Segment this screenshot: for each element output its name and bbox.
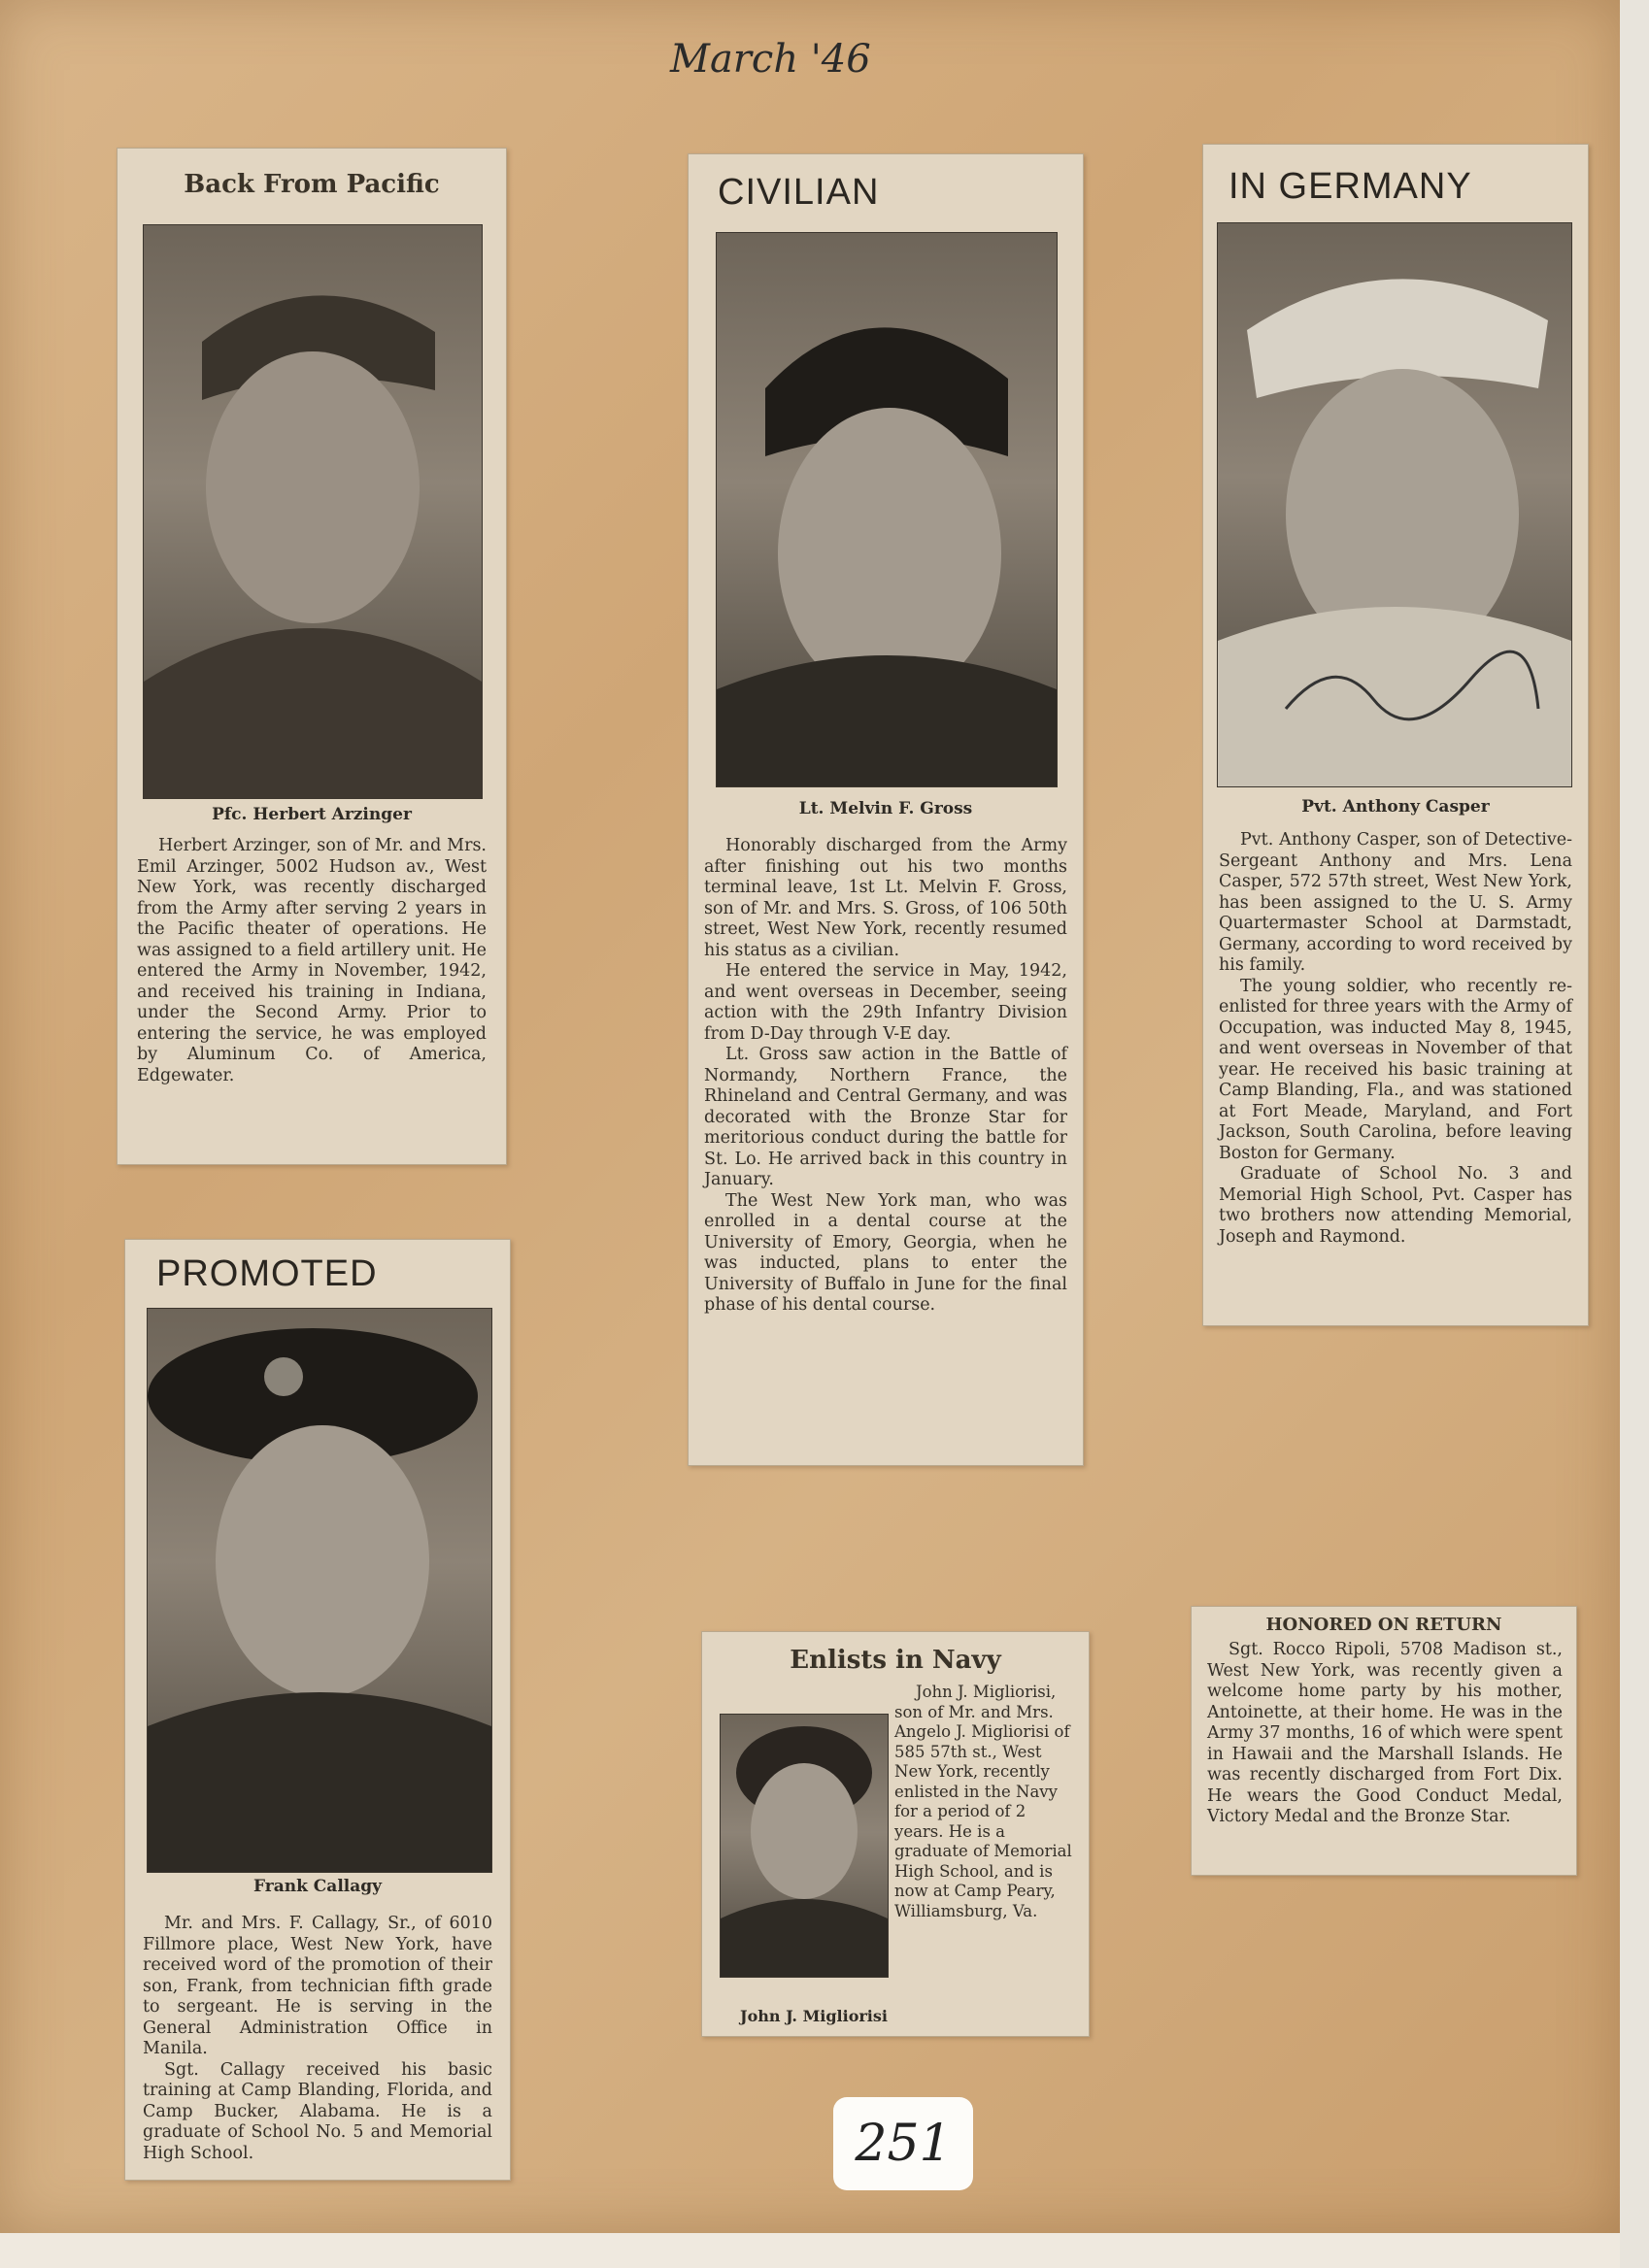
clipping-paragraph: Herbert Arzinger, son of Mr. and Mrs. Emil Arzinger, 5002 Hudson av., West New York, was recently discharged from the Army after serving 2 years in the Pacific theater of operations. He was assigned to a field artillery unit. He entered the Army in November, 1942, and received his training in Indiana, under the Second Army. Prior to entering the service, he was employed by Aluminum Co. of America, Edgewater.: [137, 836, 487, 1085]
sailor-portrait-image: [721, 1715, 888, 1977]
portrait-photo: [1217, 222, 1572, 787]
clipping-paragraph: Honorably discharged from the Army after finishing out his two months terminal leave, 1st Lt. Melvin F. Gross, son of Mr. and Mrs. S. Gross, of 106 50th street, West New York, recently resumed his status as a civilian.: [704, 836, 1067, 960]
clipping-paragraph: Mr. and Mrs. F. Callagy, Sr., of 6010 Fillmore place, West New York, have received word of the promotion of their son, Frank, from technician fifth grade to sergeant. He is serving in the General Administration Office in Manila.: [143, 1914, 492, 2058]
clipping-body: [894, 1683, 1075, 1921]
handwritten-date: March '46: [670, 37, 871, 82]
photo-caption: Frank Callagy: [252, 1877, 383, 1896]
photo-caption: John J. Migliorisi: [740, 2007, 888, 2025]
clipping-body: [137, 836, 487, 1086]
clipping-body: [1219, 830, 1572, 1248]
clipping-body: [704, 836, 1067, 1317]
portrait-photo: [720, 1714, 889, 1978]
photo-caption: Pfc. Herbert Arzinger: [212, 805, 412, 824]
clipping-back-from-pacific: [117, 148, 507, 1165]
clipping-body: [1207, 1640, 1563, 1828]
clipping-paragraph: The West New York man, who was enrolled in a dental course at the University of Emory, Georgia, when he was inducted, plans to enter the University of Buffalo in June for the final phase of his dental course.: [704, 1190, 1067, 1315]
clipping-paragraph: The young soldier, who recently re-enlisted for three years with the Army of Occupation, was inducted May 8, 1945, and went overseas in November of that year. He received his basic training at Camp Blanding, Fla., and was stationed at Fort Meade, Maryland, and Fort Jackson, South Carolina, before leaving Boston for Germany.: [1219, 976, 1572, 1163]
clipping-honored-on-return: [1191, 1606, 1577, 1876]
soldier-portrait-image: [1218, 223, 1571, 786]
soldier-portrait-image: [717, 233, 1057, 786]
page-number: 251: [833, 2097, 973, 2190]
photo-caption: Pvt. Anthony Casper: [1301, 797, 1490, 817]
soldier-portrait-image: [148, 1309, 491, 1872]
clipping-paragraph: Sgt. Rocco Ripoli, 5708 Madison st., West New York, was recently given a welcome home party by his mother, Antoinette, at their home. He was in the Army 37 months, 16 of which were spent in Hawaii and the Marshall Islands. He was recently discharged from Fort Dix. He wears the Good Conduct Medal, Victory Medal and the Bronze Star.: [1207, 1640, 1563, 1826]
soldier-portrait-image: [144, 225, 482, 798]
clipping-paragraph: Lt. Gross saw action in the Battle of Normandy, Northern France, the Rhineland and Central Germany, and was decorated with the Bronze Star for meritorious conduct during the battle for St. Lo. He arrived back in this country in January.: [704, 1045, 1067, 1189]
page-edge: [1620, 0, 1649, 2268]
clipping-paragraph: Sgt. Callagy received his basic training at Camp Blanding, Florida, and Camp Bucker, Alabama. He is a graduate of School No. 5 and Memorial High School.: [143, 2059, 492, 2163]
portrait-photo: [147, 1308, 492, 1873]
clipping-civilian: [688, 153, 1084, 1466]
clipping-paragraph: Graduate of School No. 3 and Memorial High School, Pvt. Casper has two brothers now attending Memorial, Joseph and Raymond.: [1219, 1164, 1572, 1247]
portrait-photo: [143, 224, 483, 799]
portrait-photo: [716, 232, 1058, 787]
clipping-headline: IN GERMANY: [1228, 166, 1472, 207]
clipping-headline: HONORED ON RETURN: [1265, 1615, 1502, 1635]
clipping-paragraph: Pvt. Anthony Casper, son of Detective-Sergeant Anthony and Mrs. Lena Casper, 572 57th street, West New York, has been assigned to the U. S. Army Quartermaster School at Darmstadt, Germany, according to word received by his family.: [1219, 830, 1572, 975]
clipping-body: [143, 1914, 492, 2164]
clipping-paragraph: He entered the service in May, 1942, and went overseas in December, seeing action with the 29th Infantry Division from D-Day through V-E day.: [704, 961, 1067, 1044]
clipping-headline: Enlists in Navy: [790, 1646, 1001, 1675]
photo-caption: Lt. Melvin F. Gross: [798, 799, 973, 818]
clipping-headline: Back From Pacific: [184, 170, 440, 199]
clipping-enlists-in-navy: [701, 1631, 1090, 2037]
clipping-headline: CIVILIAN: [718, 172, 880, 213]
clipping-promoted: [124, 1239, 511, 2181]
clipping-in-germany: [1202, 144, 1589, 1326]
clipping-headline: PROMOTED: [156, 1253, 378, 1294]
clipping-paragraph: John J. Migliorisi, son of Mr. and Mrs. Angelo J. Migliorisi of 585 57th st., West New York, recently enlisted in the Navy for a period of 2 years. He is a graduate of Memorial High School, and is now at Camp Peary, Williamsburg, Va.: [894, 1683, 1072, 1920]
